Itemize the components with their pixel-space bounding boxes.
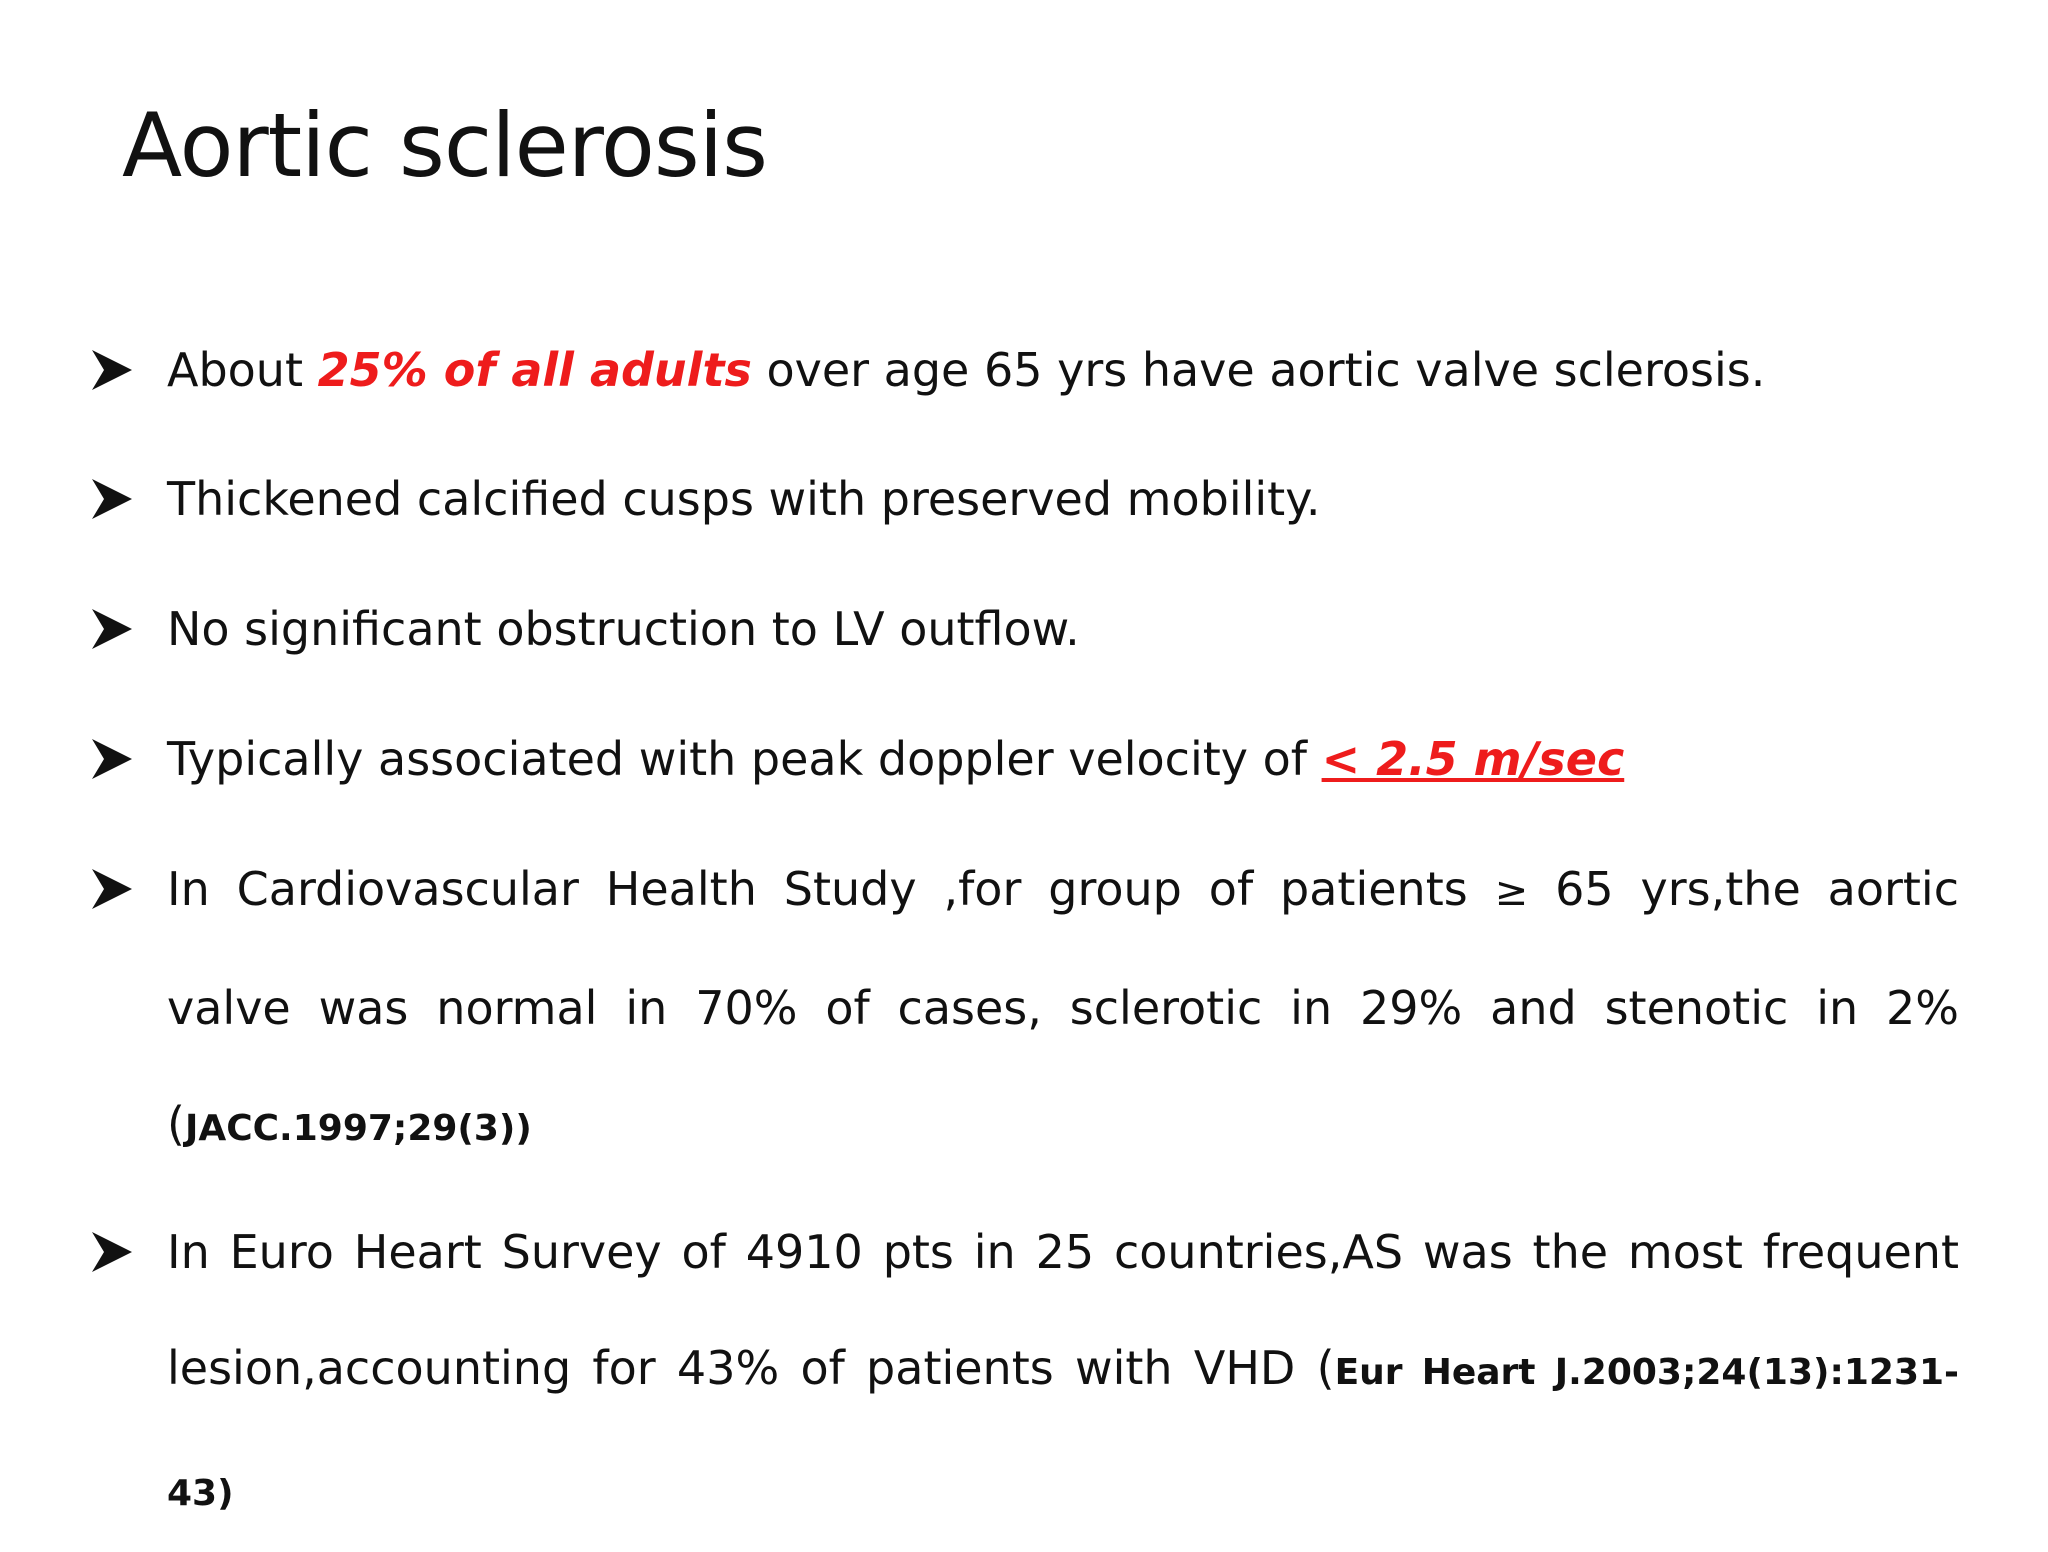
arrowhead-bullet-icon [88,1228,136,1276]
bullet-text [167,312,1959,428]
bullet-text: Thickened calcified cusps with preserved mobility. [167,472,1321,526]
citation-open-paren: ( [1316,1341,1335,1395]
bullet-text-pre: In Cardiovascular Health Study ,for group of patients [167,862,1495,916]
bullet-text-pre: About [167,343,318,397]
bullet-text [167,831,1959,1187]
bullet-text-post: 65 yrs,the aortic valve was normal in 70% of cases, sclerotic in 29% and stenotic in 2% [167,862,1960,1035]
arrowhead-bullet-icon [88,735,136,783]
bullet-text-pre: Typically associated with peak doppler velocity of [167,732,1322,786]
arrowhead-bullet-icon [88,865,136,913]
highlight-text: 25% of all adults [317,343,752,397]
greater-equal-symbol: ≥ [1494,869,1529,915]
citation: Eur Heart J.2003;24(13):1231-43) [167,1352,1959,1514]
bullet-text [167,701,1959,817]
bullet-text: No significant obstruction to LV outflow. [167,602,1080,656]
bullet-text [167,1194,1959,1552]
citation: JACC.1997;29(3)) [184,1108,532,1149]
bullet-text-pre: In Euro Heart Survey of 4910 pts in 25 countries,AS was the most frequent lesion,accounting for 43% of patients with VHD [167,1225,1959,1395]
arrowhead-bullet-icon [88,605,136,653]
arrowhead-bullet-icon [88,475,136,523]
citation-open-paren: ( [167,1097,185,1151]
slide-title: Aortic sclerosis [122,94,768,197]
bullet-text-post: over age 65 yrs have aortic valve sclerosis. [751,343,1766,397]
arrowhead-bullet-icon [88,346,136,394]
velocity-threshold: < 2.5 m/sec [1321,732,1625,786]
